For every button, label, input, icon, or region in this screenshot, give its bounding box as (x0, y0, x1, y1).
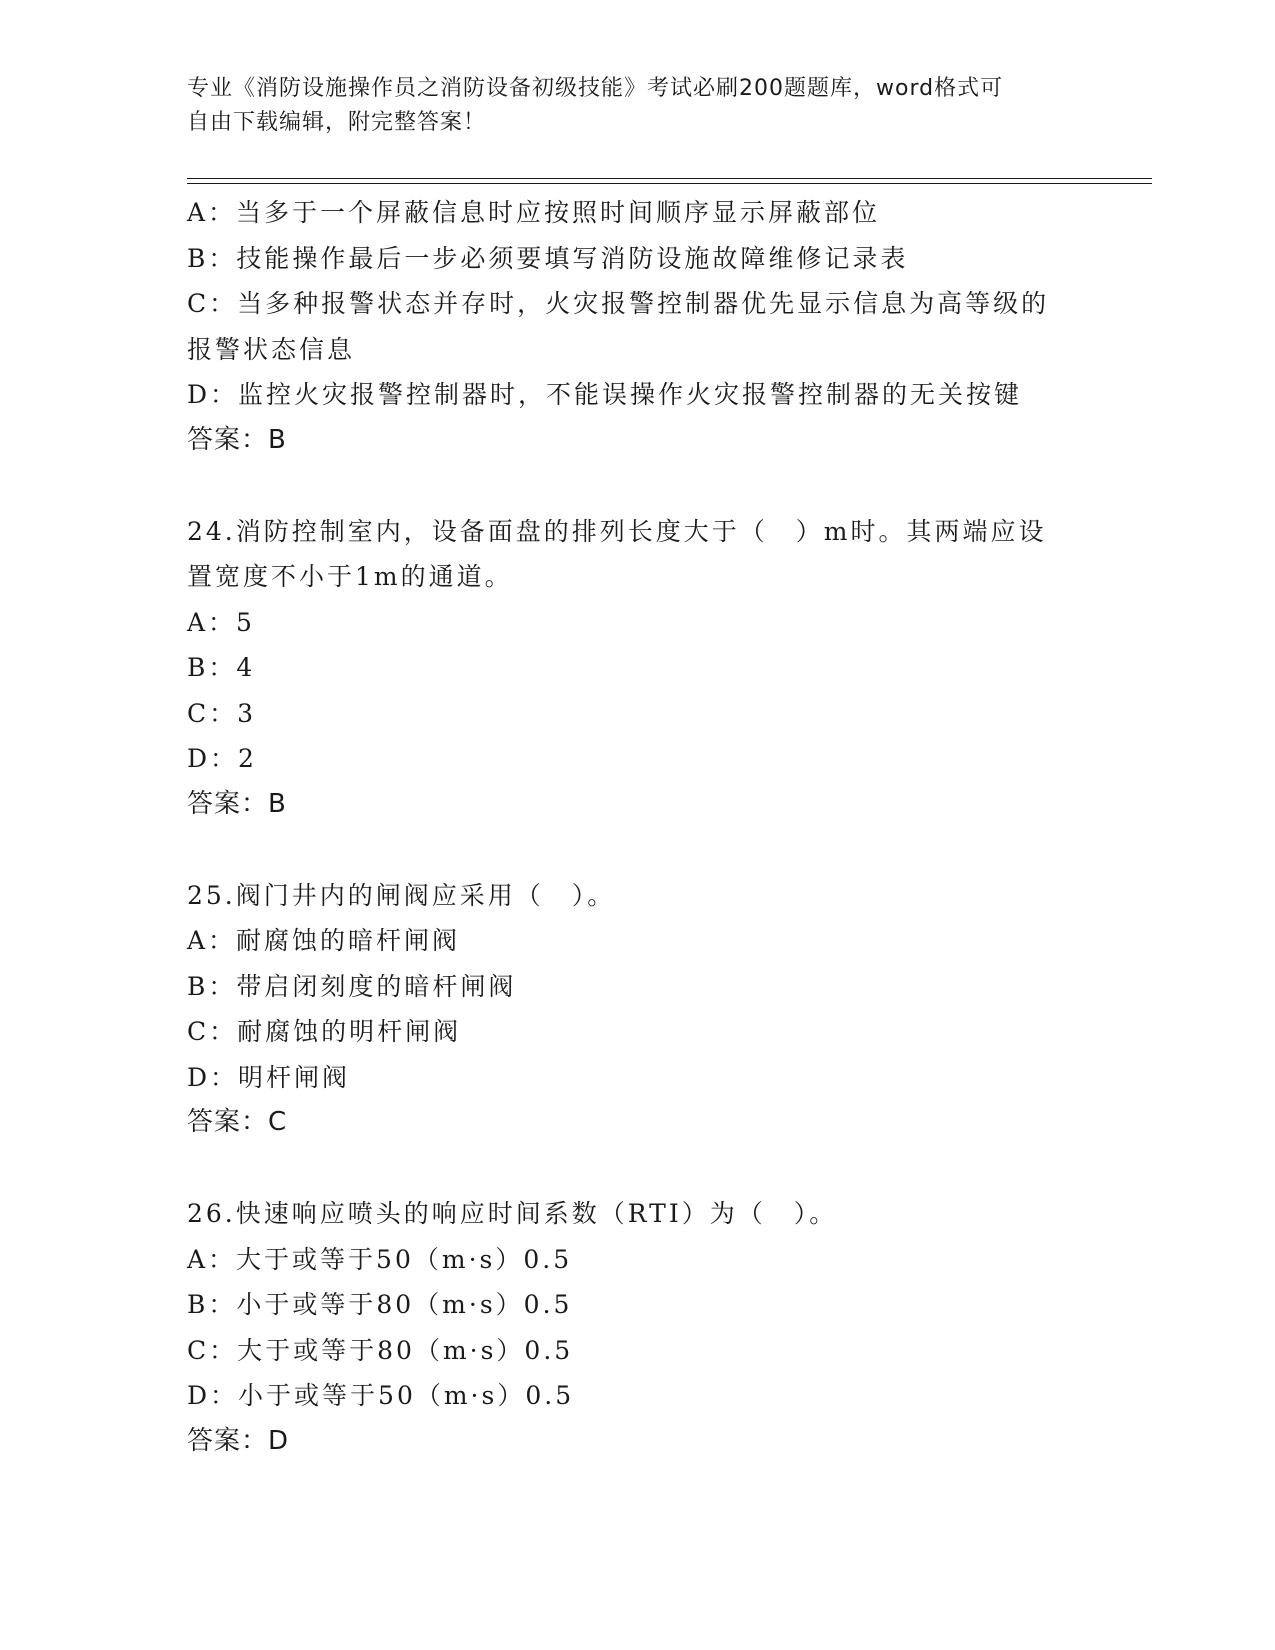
option-c: C：耐腐蚀的明杆闸阀 (187, 1017, 462, 1046)
spacer (187, 463, 1087, 509)
question-25 (187, 873, 1087, 1146)
header-line-1: 专业《消防设施操作员之消防设备初级技能》考试必刷200题题库，word格式可 (187, 76, 1004, 101)
option-d: D：小于或等于50（m·s）0.5 (187, 1381, 575, 1410)
header-rule-top (187, 178, 1152, 179)
option-a: A：5 (187, 607, 255, 637)
question-stem: 25.阀门井内的闸阀应采用（ ）。 (187, 880, 616, 910)
answer: 答案：B (187, 424, 287, 455)
option-b: B：技能操作最后一步必须要填写消防设施故障维修记录表 (187, 243, 909, 273)
question-24 (187, 509, 1087, 828)
answer: 答案：C (187, 1107, 288, 1137)
option-a: A：大于或等于50（m·s）0.5 (187, 1244, 573, 1274)
option-b: B：4 (187, 653, 256, 682)
question-list (187, 190, 1087, 1464)
option-d: D：明杆闸阀 (187, 1062, 351, 1092)
option-a: A：当多于一个屏蔽信息时应按照时间顺序显示屏蔽部位 (187, 198, 881, 227)
header-line-2: 自由下载编辑，附完整答案！ (187, 110, 487, 135)
option-d: D：监控火灾报警控制器时，不能误操作火灾报警控制器的无关按键 (187, 380, 1023, 409)
question-stem-continued: 置宽度不小于1m的通道。 (187, 562, 513, 591)
answer: 答案：D (187, 1425, 290, 1456)
spacer (187, 1146, 1087, 1192)
option-c: C：3 (187, 698, 257, 728)
option-c: C：大于或等于80（m·s）0.5 (187, 1335, 574, 1365)
document-header (187, 72, 1067, 140)
spacer (187, 827, 1087, 873)
header-rule-bottom (187, 183, 1152, 184)
question-stem: 24.消防控制室内，设备面盘的排列长度大于（ ）m时。其两端应设 (187, 516, 1047, 546)
option-c-continued: 报警状态信息 (187, 334, 356, 364)
option-d: D：2 (187, 744, 257, 773)
answer: 答案：B (187, 788, 287, 819)
option-c: C：当多种报警状态并存时，火灾报警控制器优先显示信息为高等级的 (187, 289, 1050, 318)
option-b: B：带启闭刻度的暗杆闸阀 (187, 971, 517, 1001)
option-b: B：小于或等于80（m·s）0.5 (187, 1290, 573, 1319)
question-23 (187, 190, 1087, 463)
question-stem: 26.快速响应喷头的响应时间系数（RTI）为（ ）。 (187, 1199, 838, 1228)
option-a: A：耐腐蚀的暗杆闸阀 (187, 926, 461, 955)
question-26 (187, 1191, 1087, 1464)
